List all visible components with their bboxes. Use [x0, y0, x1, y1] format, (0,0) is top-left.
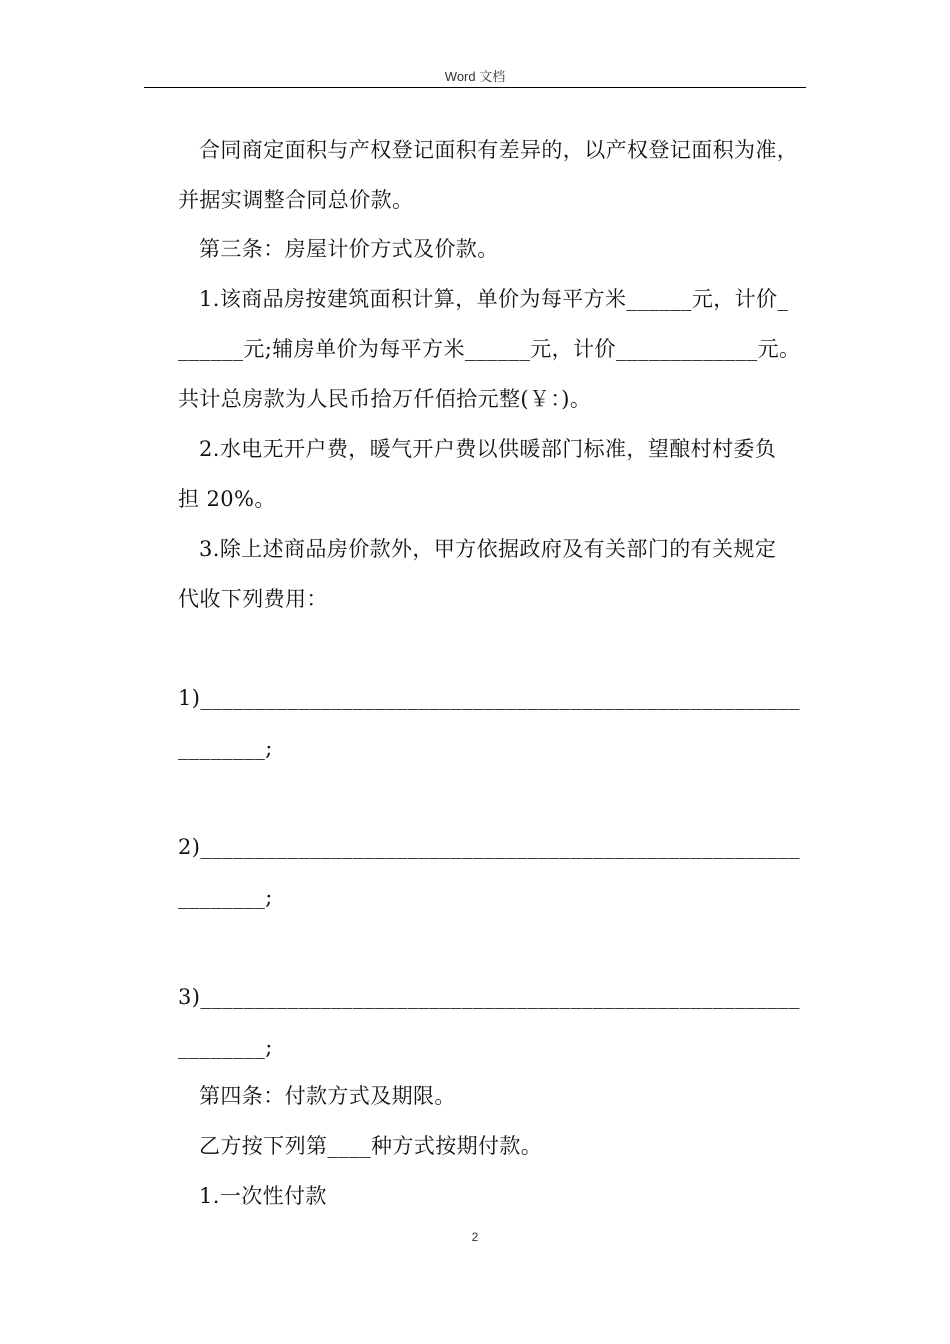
body-line: 3.除上述商品房价款外，甲方依据政府及有关部门的有关规定	[199, 537, 777, 561]
fee-item-3: 3)_______________________________________________________	[178, 985, 800, 1009]
body-line: 合同商定面积与产权登记面积有差异的，以产权登记面积为准，	[199, 138, 799, 162]
body-line: 并据实调整合同总价款。	[178, 188, 414, 212]
body-line: 2.水电无开户费，暖气开户费以供暖部门标准，望酿村村委负	[199, 437, 777, 461]
body-line: 代收下列费用：	[178, 587, 328, 611]
fee-item-1-cont: ________;	[178, 736, 273, 760]
clause-heading: 第四条：付款方式及期限。	[199, 1084, 456, 1108]
fee-item-2-cont: ________;	[178, 885, 273, 909]
body-line: 1.该商品房按建筑面积计算，单价为每平方米______元，计价_	[199, 287, 789, 311]
body-line: ______元;辅房单价为每平方米______元，计价_____________元。	[178, 337, 801, 361]
fee-item-1: 1)_______________________________________________________	[178, 686, 800, 710]
clause-heading: 第三条：房屋计价方式及价款。	[199, 237, 499, 261]
body-line: 1.一次性付款	[199, 1184, 327, 1208]
page-number: 2	[471, 1230, 479, 1244]
body-line: 共计总房款为人民币拾万仟佰拾元整(￥：)。	[178, 387, 592, 411]
body-line: 乙方按下列第____种方式按期付款。	[199, 1134, 543, 1158]
body-line: 担 20%。	[178, 487, 276, 511]
fee-item-2: 2)_______________________________________________________	[178, 835, 800, 859]
header-divider	[144, 87, 806, 88]
page-header: Word 文档	[444, 69, 506, 84]
fee-item-3-cont: ________;	[178, 1035, 273, 1059]
